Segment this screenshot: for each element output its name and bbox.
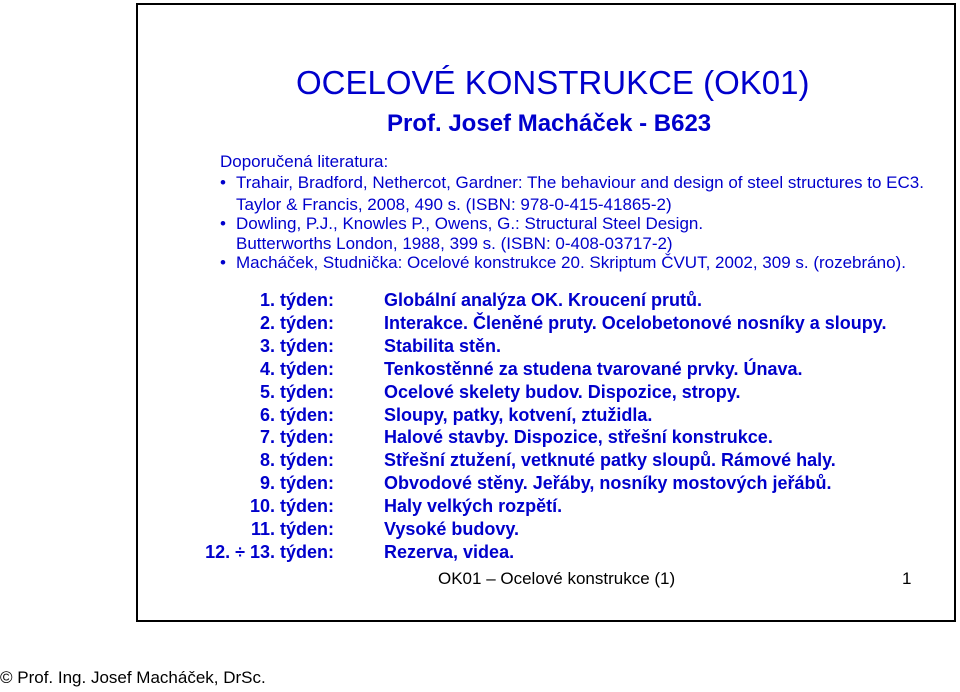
week-label: 1. týden: — [259, 290, 334, 310]
week-topic: Rezerva, videa. — [384, 542, 515, 562]
week-topic: Globální analýza OK. Kroucení prutů. — [384, 290, 703, 310]
author-room: Prof. Josef Macháček - B623 — [387, 110, 712, 137]
page-title: OCELOVÉ KONSTRUKCE (OK01) — [296, 64, 810, 101]
bullet-icon: • — [220, 173, 226, 192]
week-label: 9. týden: — [259, 473, 334, 493]
copyright: © Prof. Ing. Josef Macháček, DrSc. — [0, 668, 266, 687]
week-topic: Obvodové stěny. Jeřáby, nosníky mostových jeřábů. — [384, 473, 832, 493]
page-number: 1 — [902, 569, 912, 588]
week-label: 7. týden: — [259, 427, 334, 447]
week-topic: Stabilita stěn. — [384, 336, 502, 356]
literature-item: Taylor & Francis, 2008, 490 s. (ISBN: 978-0-415-41865-2) — [236, 195, 672, 214]
literature-item: Butterworths London, 1988, 399 s. (ISBN: 0-408-03717-2) — [236, 234, 673, 253]
week-topic: Halové stavby. Dispozice, střešní konstrukce. — [384, 427, 773, 447]
bullet-icon: • — [220, 214, 226, 233]
week-label: 12. ÷ 13. týden: — [205, 542, 334, 562]
footer-text: OK01 – Ocelové konstrukce (1) — [438, 569, 676, 588]
literature-item: Dowling, P.J., Knowles P., Owens, G.: Structural Steel Design. — [236, 214, 704, 233]
week-label: 6. týden: — [259, 405, 334, 425]
week-topic: Tenkostěnné za studena tvarované prvky. Únava. — [384, 359, 803, 379]
week-label: 2. týden: — [259, 313, 334, 333]
week-topic: Interakce. Členěné pruty. Ocelobetonové nosníky a sloupy. — [384, 313, 887, 333]
week-topic: Ocelové skelety budov. Dispozice, stropy. — [384, 382, 741, 402]
bullet-icon: • — [220, 253, 226, 272]
literature-item: Macháček, Studnička: Ocelové konstrukce 20. Skriptum ČVUT, 2002, 309 s. (rozebráno). — [236, 253, 906, 272]
week-topic: Vysoké budovy. — [384, 519, 520, 539]
week-label: 3. týden: — [259, 336, 334, 356]
week-topic: Haly velkých rozpětí. — [384, 496, 563, 516]
week-label: 5. týden: — [259, 382, 334, 402]
week-label: 8. týden: — [259, 450, 334, 470]
literature-item: Trahair, Bradford, Nethercot, Gardner: The behaviour and design of steel structures to EC3. — [236, 173, 924, 192]
week-topic: Sloupy, patky, kotvení, ztužidla. — [384, 405, 653, 425]
literature-heading: Doporučená literatura: — [220, 152, 389, 171]
week-label: 10. týden: — [249, 496, 334, 516]
week-topic: Střešní ztužení, vetknuté patky sloupů. Rámové haly. — [384, 450, 836, 470]
week-label: 4. týden: — [259, 359, 334, 379]
week-label: 11. týden: — [250, 519, 334, 539]
